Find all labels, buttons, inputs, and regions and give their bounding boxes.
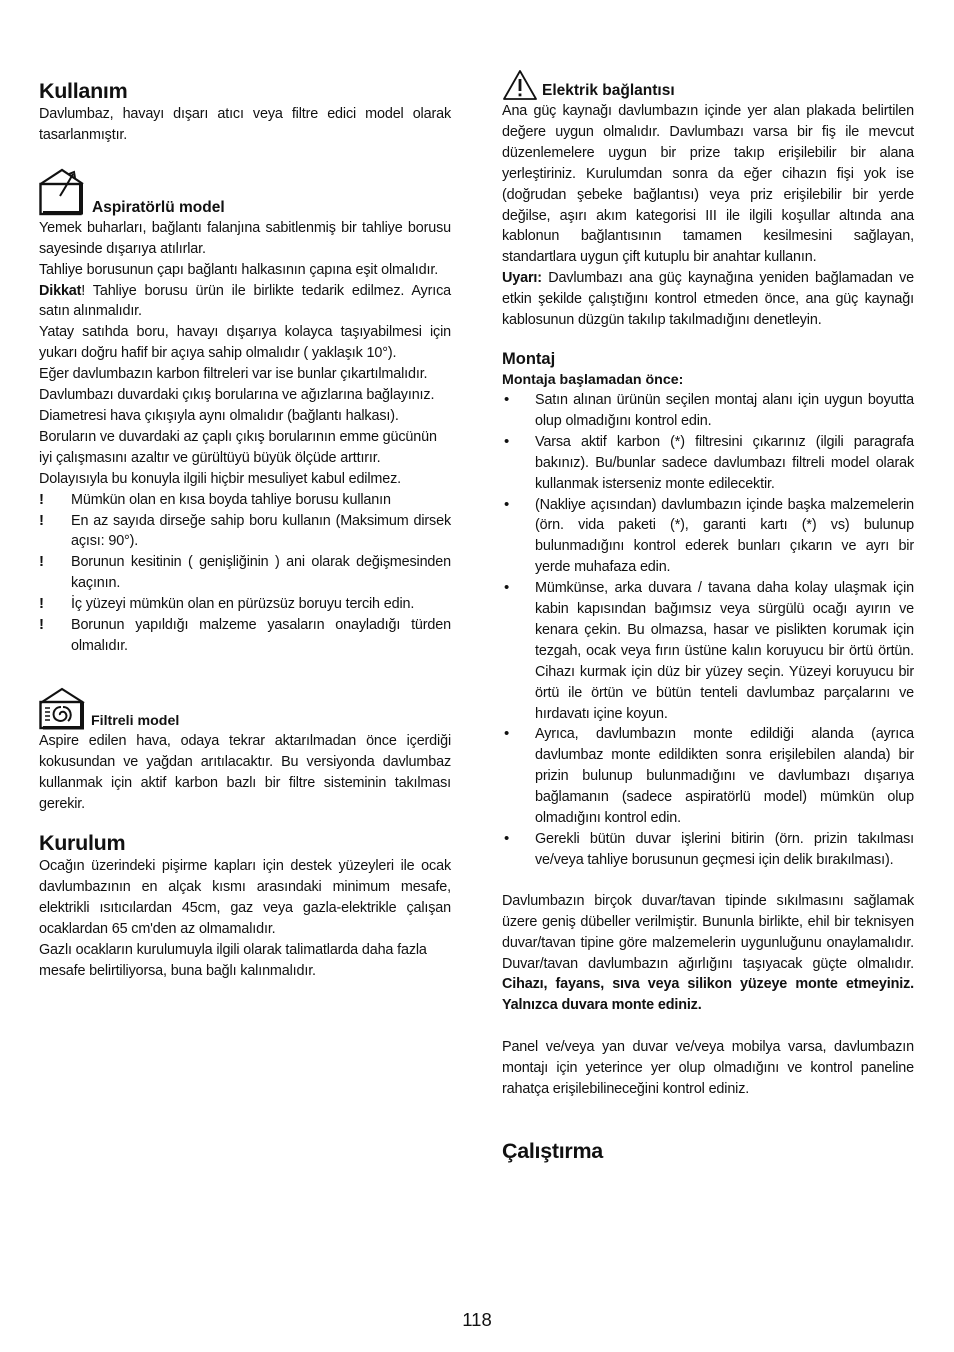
montaj-p1: [502, 891, 914, 1016]
aspirator-dikkat: [39, 281, 451, 323]
list-item: • Varsa aktif karbon (*) filtresini çıkarınız (ilgili paragrafa bakınız). Bu/bunlar sadece davlumbazı filtreli model olarak kullanmak isterseniz monte edilecektir.: [504, 432, 914, 492]
filtreli-title: Filtreli model: [91, 712, 180, 729]
montaj-list: [502, 390, 914, 871]
page-number: 118: [462, 1309, 492, 1330]
bullet-marker: •: [504, 432, 510, 450]
section-title-calistirma: Çalıştırma: [502, 1138, 603, 1163]
montaj-p1-text: Davlumbazın birçok duvar/tavan tipinde sıkılmasını sağlamak üzere geniş dübeller verilmiştir. Bununla birlikte, ehil bir teknisyen duvar/tavan tipine göre malzemelerin uygunluğunu onaylamalıdır. Duvar/tavan davlumbazın ağırlığını taşıyacak güçte olmalıdır.: [502, 892, 914, 972]
bullet-marker: •: [504, 495, 510, 513]
list-item: ! En az sayıda dirseğe sahip boru kullanın (Maksimum dirsek açısı: 90°).: [39, 511, 451, 550]
elektrik-title: Elektrik bağlantısı: [542, 82, 675, 99]
house-recirculation-icon: [39, 687, 87, 731]
montaj-title: Montaj: [502, 349, 556, 368]
list-item: • (Nakliye açısından) davlumbazın içinde başka malzemelerin (örn. vida paketi (*), garanti kartı (*) vs) bulunup bulunmadığını kontrol ederek bunları çıkarın ve ayrı bir yerde muhafaza edin.: [504, 495, 914, 576]
left-column: [39, 78, 451, 982]
bullet-marker: •: [504, 725, 510, 743]
elektrik-p1: Ana güç kaynağı davlumbazın içinde yer alan plakada belirtilen değere uygun olmalıdır. Davlumbazı varsa bir fiş ile mevcut düzenlemelere uygun bir prize takıp erişilebilir bir alana yerleştiriniz. Kurulumdan sonra da eğer cihazın fişi yok ise (doğrudan şebeke bağlantısı) veya priz erişilebilir bir yerde değilse, aşırı akım kategorisi III ile ilgili koşullar altında ana kablonun bağlantısının tamamen kesilmesini sağlayan, standartlara uygun çift kutuplu bir anahtar kullanın.: [502, 103, 914, 266]
kurulum-p1: Ocağın üzerindeki pişirme kapları için destek yüzeyleri ile ocak davlumbazının en alçak kısmı arasındaki minimum mesafe, elektrikli ısıtıcılardan 45cm, gaz veya gazla-elektrikle çalışan ocaklardan 65 cm'den az olmamalıdır.: [39, 858, 451, 938]
list-item: • Mümkünse, arka duvara / tavana daha kolay ulaşmak için kabin kapısından bağımsız veya sürgülü ocağı ayırın ve kenara çekin. Bu olmazsa, hasar ve pislikten korumak için tezgah, ocak veya fırın üstüne kalın koruyucu bir örtü örtün. Cihazı kurmak için düz bir yüzey seçin. Yüzeyi koruyucu bir örtü ile örtün ve bütün tenteli davlumbaz parçalarını ve hırdavatı içine koyun.: [504, 579, 914, 722]
uyari-label: Uyarı:: [502, 270, 542, 287]
bullet-marker: •: [504, 390, 510, 408]
aspirator-list: [39, 490, 451, 657]
bullet-marker: •: [504, 830, 510, 847]
exclamation-marker: !: [39, 511, 44, 529]
aspirator-p3: Yatay satıhda boru, havayı dışarıya kolayca taşıyabilmesi için yukarı doğru hafif bir açıya sahip olmalıdır ( yaklaşık 10°).: [39, 324, 451, 362]
aspirator-p7: Dolayısıyla bu konuyla ilgili hiçbir mesuliyet kabul edilmez.: [39, 470, 401, 487]
aspirator-p5: Davlumbazı duvardaki çıkış borularına ve ağızlarına bağlayınız. Diametresi hava çıkışıyla aynı olmalıdır (bağlantı halkası).: [39, 387, 435, 424]
aspirator-p1: Yemek buharları, bağlantı falanjına sabitlenmiş bir tahliye borusu sayesinde dışarıya atılırlar.: [39, 219, 451, 257]
bullet-marker: •: [504, 579, 510, 597]
exclamation-marker: !: [39, 595, 44, 613]
uyari-text: Davlumbazı ana güç kaynağına yeniden bağlamadan ve etkin şekilde çalıştığını kontrol etmeden önce, ana güç kaynağı kablosunun düzgün takılıp takılmadığını denetleyin.: [502, 270, 914, 329]
aspirator-title: Aspiratörlü model: [92, 198, 225, 216]
warning-triangle-icon: [502, 69, 538, 101]
montaj-lead: Montaja başlamadan önce:: [502, 371, 684, 388]
dikkat-text: ! Tahliye borusu ürün ile birlikte tedarik edilmez. Ayrıca satın alınmalıdır.: [39, 282, 451, 320]
aspirator-heading: [39, 166, 451, 218]
kullanim-intro: Davlumbaz, havayı dışarı atıcı veya filtre edici model olarak tasarlanmıştır.: [39, 106, 451, 143]
exclamation-marker: !: [39, 616, 44, 634]
filtreli-heading: [39, 687, 451, 731]
list-item: • Satın alınan ürünün seçilen montaj alanı için uygun boyutta olup olmadığını kontrol edin.: [504, 390, 914, 429]
kurulum-p2: Gazlı ocakların kurulumuyla ilgili olarak talimatlarda daha fazla mesafe belirtiliyorsa, buna bağlı kalınmalıdır.: [39, 942, 427, 979]
section-title-kurulum: Kurulum: [39, 831, 126, 856]
aspirator-p4: Eğer davlumbazın karbon filtreleri var ise bunlar çıkartılmalıdır.: [39, 366, 428, 383]
dikkat-label: Dikkat: [39, 282, 82, 299]
list-item: ! Borunun kesitinin ( genişliğinin ) ani olarak değişmesinden kaçının.: [39, 553, 451, 592]
list-item: ! Mümkün olan en kısa boyda tahliye borusu kullanın: [39, 490, 451, 511]
exclamation-marker: !: [39, 490, 44, 508]
house-exhaust-icon: [39, 166, 88, 218]
list-item: • Ayrıca, davlumbazın monte edildiği alanda (ayrıca davlumbaz monte edildikten sonra erişilebilen alanda) bir prizin bulunup bulunmadığını ve davlumbazı dışarıya bağlamanın (sadece aspiratörlü model) mümkün olup olmadığını kontrol edin.: [504, 725, 914, 827]
aspirator-p6: Boruların ve duvardaki az çaplı çıkış borularının emme gücünün iyi çalışmasını azaltır ve gürültüyü büyük ölçüde arttırır.: [39, 428, 437, 466]
list-item: ! Borunun yapıldığı malzeme yasaların onayladığı türden olmalıdır.: [39, 616, 451, 654]
aspirator-p2: Tahliye borusunun çapı bağlantı halkasının çapına eşit olmalıdır.: [39, 261, 439, 278]
section-title-kullanim: Kullanım: [39, 79, 128, 103]
elektrik-heading: [502, 69, 914, 101]
elektrik-uyari: [502, 268, 914, 331]
exclamation-marker: !: [39, 553, 44, 571]
montaj-p1-bold: Cihazı, fayans, sıva veya silikon yüzeye monte etmeyiniz. Yalnızca duvara monte ediniz.: [502, 976, 914, 1014]
right-column: [502, 69, 914, 1164]
list-item: ! İç yüzeyi mümkün olan en pürüzsüz boruyu tercih edin.: [39, 594, 451, 615]
montaj-p2: Panel ve/veya yan duvar ve/veya mobilya varsa, davlumbazın montajı için yeterince yer olup olmadığını ve kontrol paneline rahatça erişilebilineceğini kontrol ediniz.: [502, 1039, 914, 1098]
filtreli-p1: Aspire edilen hava, odaya tekrar aktarılmadan önce içerdiği kokusundan ve yağdan arıtılacaktır. Bu versiyonda davlumbaz kullanmak için aktif karbon bazlı bir filtre sisteminin takılması gerekir.: [39, 732, 451, 812]
list-item: • Gerekli bütün duvar işlerini bitirin (örn. prizin takılması ve/veya tahliye borusunun geçmesi için delik bırakılması).: [504, 830, 914, 868]
